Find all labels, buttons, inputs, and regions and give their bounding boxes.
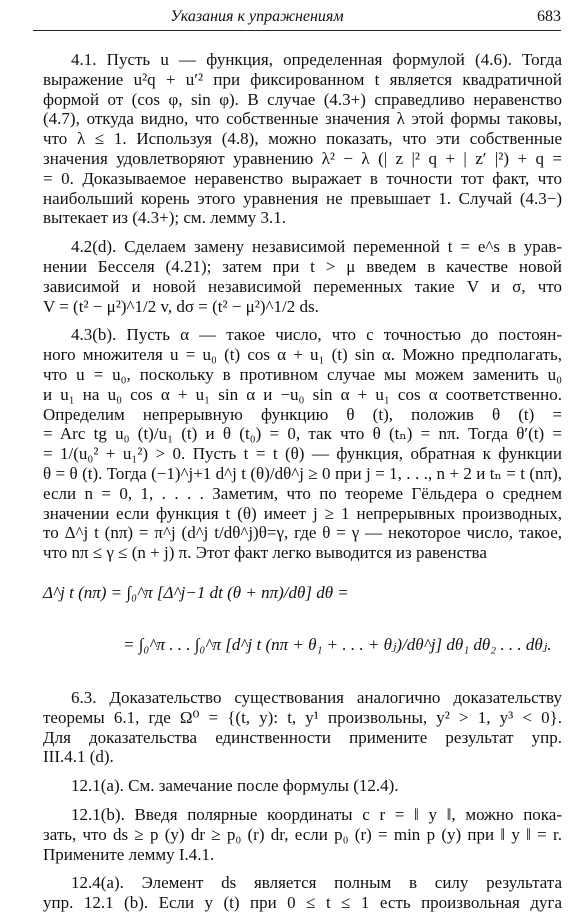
- text-line: и u₁ на u₀ cos α + u₁ sin α и −u₀ sin α + u₁ cos α соответственно.: [43, 384, 562, 404]
- text-line: значения удовлетворяют уравнению λ² − λ (| z |² q + | z′ |²) + q =: [43, 148, 562, 168]
- text-line: наибольший корень этого уравнения не превышает 1. Случай (4.3−): [43, 188, 562, 208]
- paragraph-12-1b: [43, 805, 562, 864]
- text-line: что nπ ≤ γ ≤ (n + j) π. Этот факт легко выводится из равенства: [43, 543, 487, 563]
- text-line: Для доказательства единственности примените результат упр.: [43, 727, 562, 747]
- text-line: упр. 12.1 (b). Если y (t) при 0 ≤ t ≤ 1 есть произвольная дуга: [43, 893, 562, 913]
- paragraph-12-4a: [43, 873, 562, 913]
- text-line: выражение u²q + u′² при фиксированном t является квадратичной: [43, 69, 562, 89]
- text-line: теоремы 6.1, где Ω⁰ = {(t, y): t, y¹ произвольны, y² > 1, y³ < 0}.: [43, 707, 562, 727]
- text-line: значении если функция t (θ) имеет j ≥ 1 непрерывных производных,: [43, 503, 562, 523]
- text-line: V = (t² − μ²)^1/2 v, dσ = (t² − μ²)^1/2 ds.: [43, 296, 319, 316]
- text-line: θ = θ (t). Тогда (−1)^j+1 d^j t (θ)/dθ^j ≥ 0 при j = 1, . . ., n + 2 и tₙ = t (nπ),: [43, 463, 562, 483]
- text-line: что λ ≤ 1. Используя (4.8), можно показать, что эти собственные: [43, 129, 562, 149]
- header-rule: [33, 30, 561, 31]
- text-line: зависимой и новой независимой переменных такие V и σ, что: [43, 276, 562, 296]
- text-line: = 1/(u₀² + u₁²) > 0. Пусть t = t (θ) — функция, обратная к функции: [43, 444, 562, 464]
- text-line: если n = 0, 1, . . . . Заметим, что по теореме Гёльдера о среднем: [43, 483, 562, 503]
- text-line: III.4.1 (d).: [43, 747, 114, 767]
- text-line: = 0. Доказываемое неравенство выражает в точности тот факт, что: [43, 168, 562, 188]
- text-line: то Δ^j t (nπ) = π^j (d^j t/dθ^j)θ=γ, где θ = γ — некоторое число, такое,: [43, 523, 562, 543]
- text-line: формой от (cos φ, sin φ). В случае (4.3+) справедливо неравенство: [43, 89, 562, 109]
- page-number: 683: [537, 8, 561, 25]
- text-line: = Arc tg u₀ (t)/u₁ (t) и θ (t₀) = 0, так что θ (tₙ) = nπ. Тогда θ′(t) =: [43, 424, 562, 444]
- paragraph-12-1a: [43, 776, 562, 796]
- display-formula-1: [43, 563, 562, 621]
- formula-text: Δ^j t (nπ) = ∫₀^π [Δ^j−1 dt (θ + nπ)/dθ] dθ =: [43, 582, 349, 602]
- formula-text: = ∫₀^π . . . ∫₀^π [d^j t (nπ + θ₁ + . . . + θⱼ)/dθ^j] dθ₁ dθ₂ . . . dθⱼ.: [123, 634, 552, 654]
- paragraph-6-3: [43, 688, 562, 767]
- paragraph-4-3b: [43, 325, 562, 563]
- text-line: 12.1(a). См. замечание после формулы (12.4).: [71, 776, 399, 796]
- text-line: что u = u₀, поскольку в противном случае мы можем заменить u₀: [43, 364, 562, 384]
- text-line: (4.7), откуда видно, что собственные значения λ этой формы таковы,: [43, 109, 562, 129]
- display-formula-2: [43, 621, 562, 679]
- text-line: зать, что ds ≥ p (y) dr ≥ p₀ (r) dr, если p₀ (r) = min p (y) при ‖ y ‖ = r.: [43, 824, 562, 844]
- text-line: нении Бесселя (4.21); затем при t > μ введем в качестве новой: [43, 256, 562, 276]
- text-line: 4.2(d). Сделаем замену независимой переменной t = e^s в урав-: [71, 237, 562, 257]
- text-line: 6.3. Доказательство существования аналогично доказательству: [71, 687, 562, 707]
- page-header: [33, 8, 561, 30]
- running-head: Указания к упражнениям: [170, 8, 344, 25]
- text-line: Примените лемму I.4.1.: [43, 844, 215, 864]
- text-line: 4.3(b). Пусть α — такое число, что с точностью до постоян-: [71, 325, 562, 345]
- page-body: [43, 50, 562, 913]
- text-line: 12.1(b). Введя полярные координаты с r = ‖ y ‖, можно пока-: [71, 804, 562, 824]
- paragraph-4-1: [43, 50, 562, 228]
- text-line: 4.1. Пусть u — функция, определенная формулой (4.6). Тогда: [71, 50, 562, 69]
- text-line: 12.4(a). Элемент ds является полным в силу результата: [71, 873, 562, 893]
- text-line: ного множителя u = u₀ (t) cos α + u₁ (t) sin α. Можно предполагать,: [43, 345, 562, 365]
- paragraph-4-2d: [43, 237, 562, 316]
- text-line: Определим непрерывную функцию θ (t), положив θ (t) =: [43, 404, 562, 424]
- text-line: вытекает из (4.3+); см. лемму 3.1.: [43, 208, 286, 228]
